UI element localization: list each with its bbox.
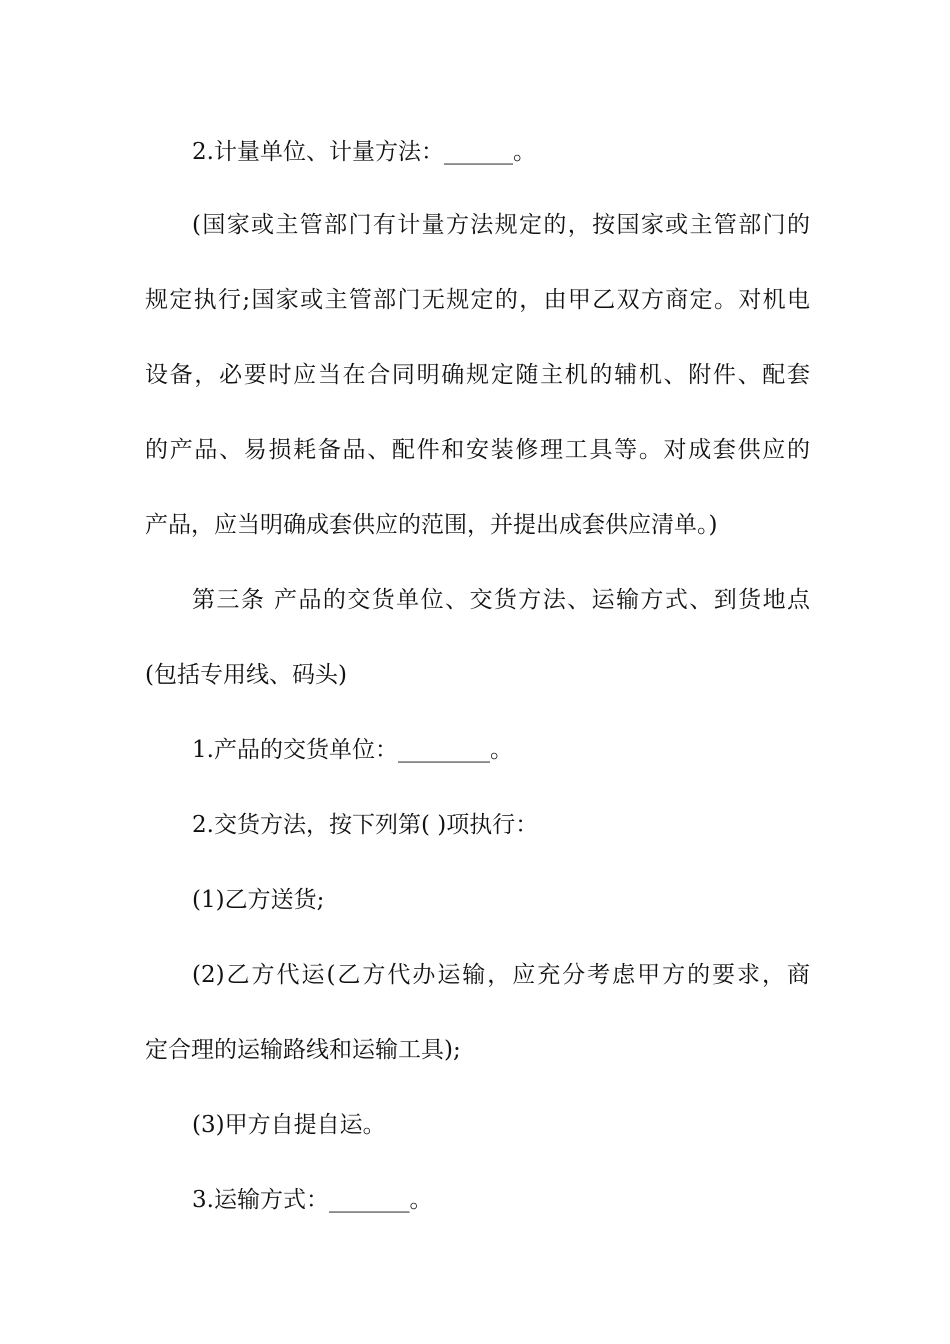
clause-measurement-unit: 2.计量单位、计量方法：______。 — [192, 139, 536, 165]
note-line-1: (国家或主管部门有计量方法规定的，按国家或主管部门的 — [192, 212, 810, 238]
clause-transport-mode: 3.运输方式：_______。 — [192, 1187, 433, 1213]
note-line-5: 产品，应当明确成套供应的范围，并提出成套供应清单。) — [145, 512, 718, 538]
option-seller-shipping-cont: 定合理的运输路线和运输工具); — [145, 1037, 461, 1063]
article-three-heading: 第三条 产品的交货单位、交货方法、运输方式、到货地点 — [192, 587, 810, 613]
article-three-heading-cont: (包括专用线、码头) — [145, 662, 347, 688]
note-line-2: 规定执行;国家或主管部门无规定的，由甲乙双方商定。对机电 — [145, 287, 810, 313]
clause-delivery-unit: 1.产品的交货单位：________。 — [192, 737, 513, 763]
note-line-4: 的产品、易损耗备品、配件和安装修理工具等。对成套供应的 — [145, 437, 810, 463]
option-buyer-pickup: (3)甲方自提自运。 — [192, 1112, 386, 1138]
option-seller-delivery: (1)乙方送货; — [192, 887, 325, 913]
clause-delivery-method: 2.交货方法，按下列第( )项执行： — [192, 812, 539, 838]
option-seller-shipping: (2)乙方代运(乙方代办运输，应充分考虑甲方的要求，商 — [192, 962, 810, 988]
note-line-3: 设备，必要时应当在合同明确规定随主机的辅机、附件、配套 — [145, 362, 810, 388]
